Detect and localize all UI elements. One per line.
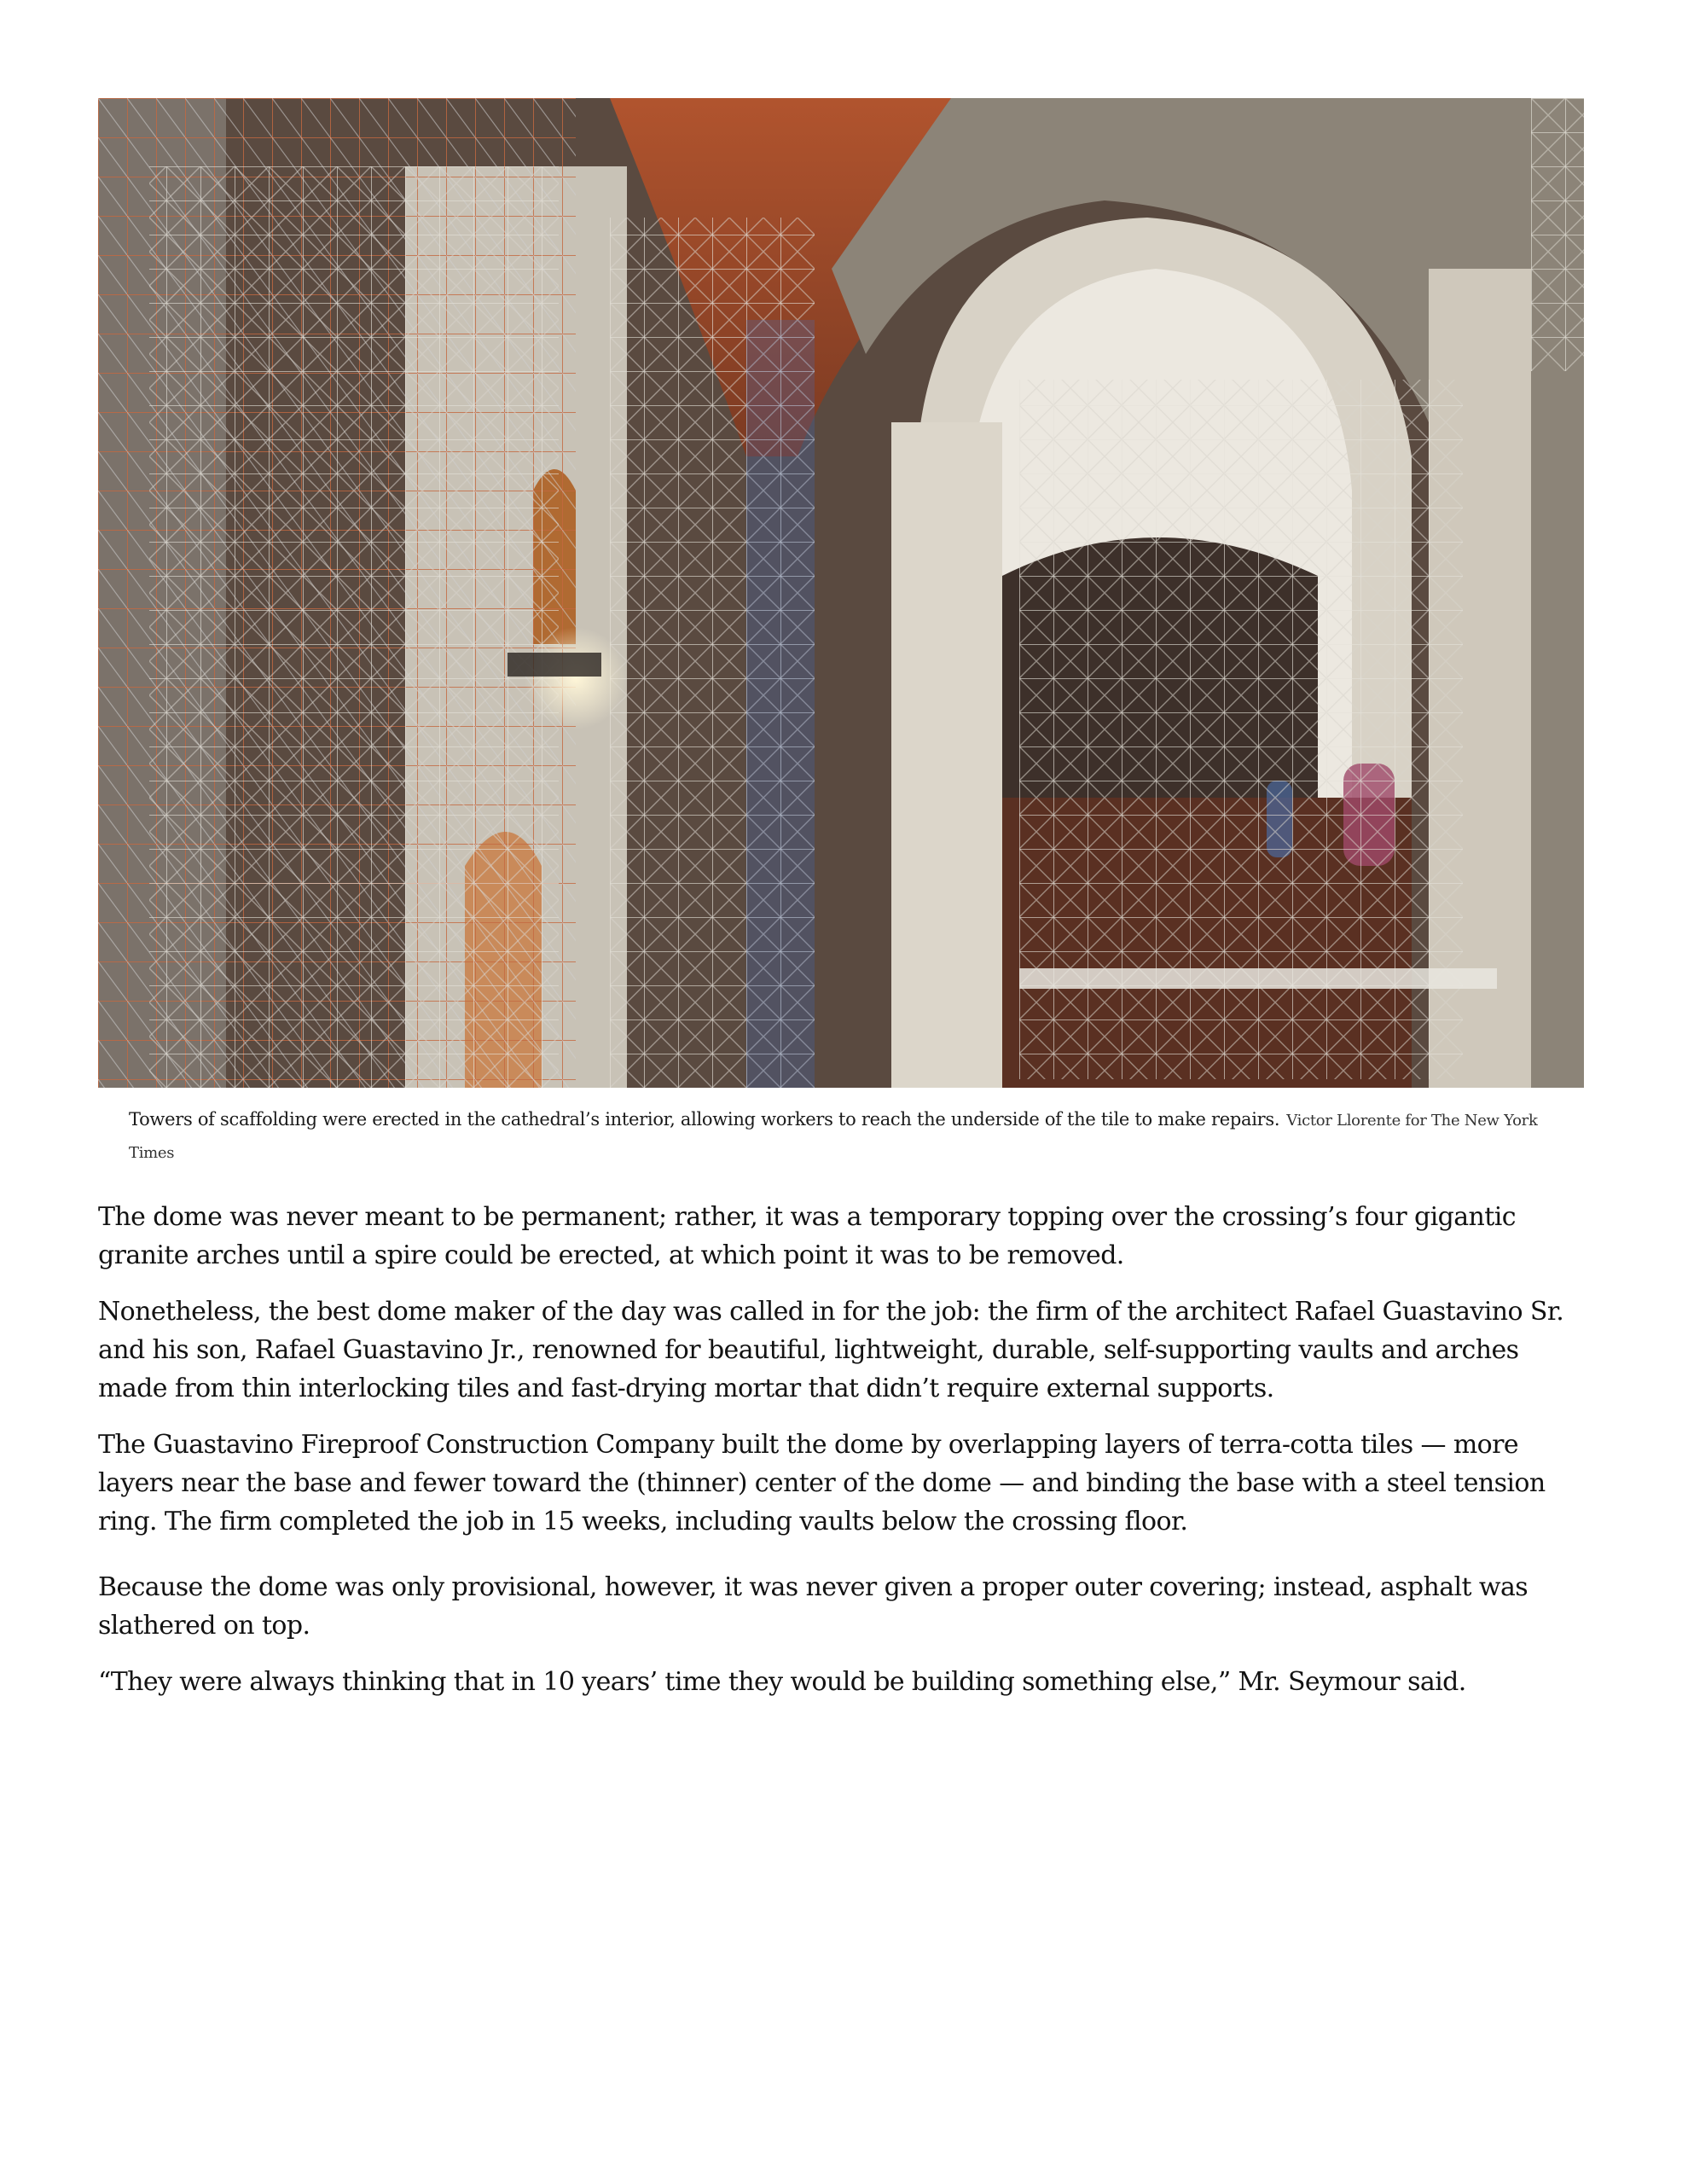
article-paragraph: Because the dome was only provisional, however, it was never given a proper outer covering; instead, asphalt was slathered on top. [98, 1572, 1528, 1641]
article-paragraph: Nonetheless, the best dome maker of the day was called in for the job: the firm of the architect Rafael Guastavino Sr. and his son, Rafael Guastavino Jr., renowned for beautiful, lightweight, durable, self-supporting vaults and arches made from thin interlocking tiles and fast-drying mortar that didn’t require external supports. [98, 1297, 1564, 1403]
article-paragraph: “They were always thinking that in 10 years’ time they would be building something else,” Mr. Seymour said. [98, 1667, 1466, 1697]
article-paragraph: The Guastavino Fireproof Construction Company built the dome by overlapping layers of terra-cotta tiles — more layers near the base and fewer toward the (thinner) center of the dome — and binding the base with a steel tension ring. The firm completed the job in 15 weeks, including vaults below the crossing floor. [98, 1430, 1546, 1536]
article-body [98, 1198, 1591, 1719]
caption-text: Towers of scaffolding were erected in the cathedral’s interior, allowing workers to reach the underside of the tile to make repairs. [129, 1109, 1280, 1130]
cathedral-scaffolding-photo-icon [98, 98, 1584, 1088]
article-paragraph: The dome was never meant to be permanent; rather, it was a temporary topping over the crossing’s four gigantic granite arches until a spire could be erected, at which point it was to be removed. [98, 1202, 1516, 1270]
cathedral-scaffolding-photo [98, 98, 1584, 1088]
photo-caption [129, 1104, 1562, 1169]
photo-credit: Victor Llorente for The New York Times [129, 1112, 1538, 1162]
